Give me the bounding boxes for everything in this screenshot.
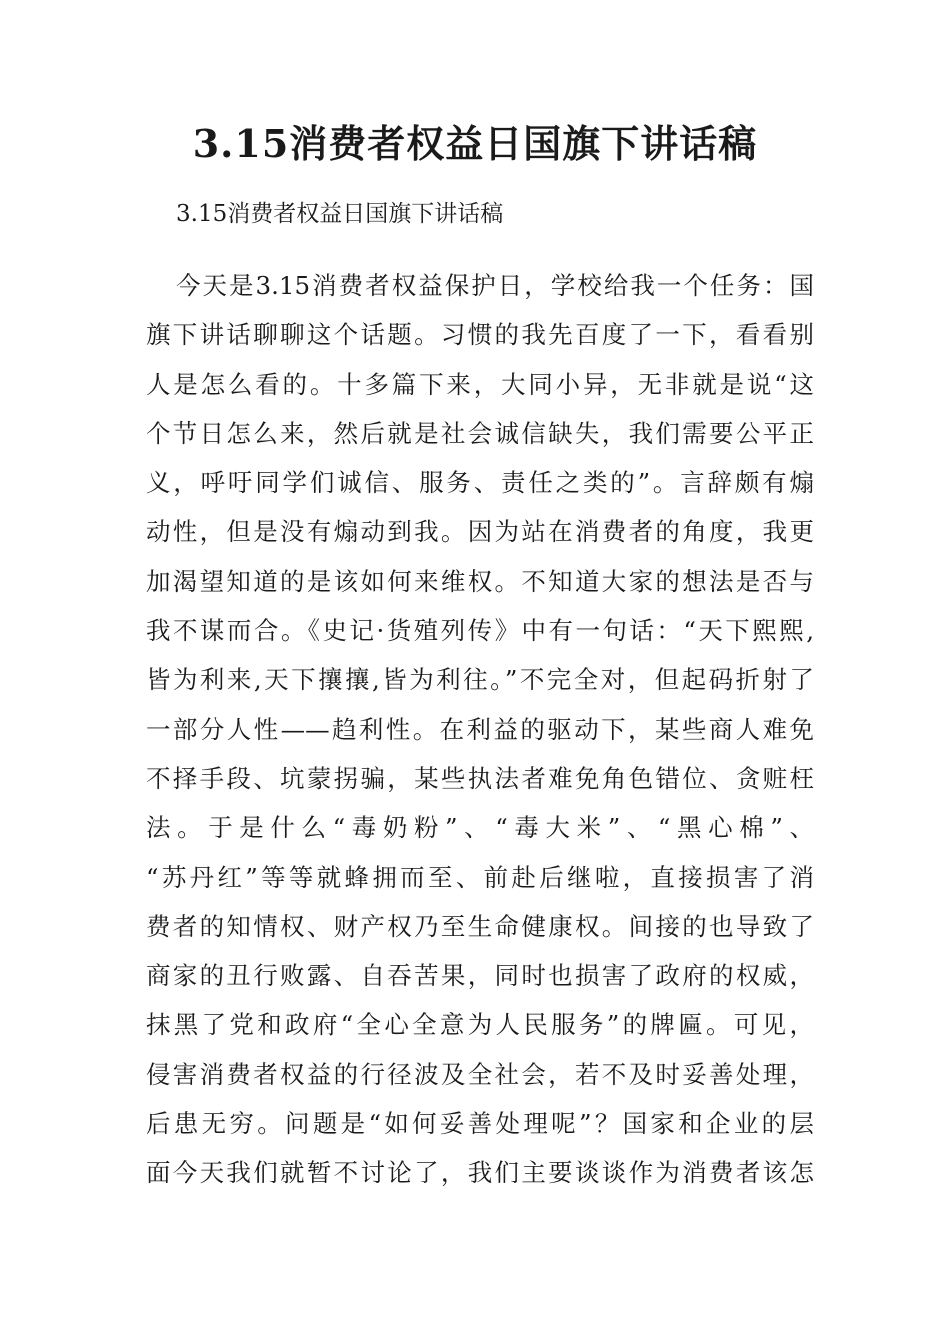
body-line: 一部分人性——趋利性。在利益的驱动下，某些商人难免 (146, 714, 814, 744)
body-line: 法。于是什么“毒奶粉”、“毒大米”、“黑心棉”、 (146, 813, 814, 843)
body-line: 后患无穷。问题是“如何妥善处理呢”？国家和企业的层 (146, 1109, 814, 1139)
body-line: 个节日怎么来，然后就是社会诚信缺失，我们需要公平正 (146, 418, 814, 448)
body-line: 抹黑了党和政府“全心全意为人民服务”的牌匾。可见， (146, 1010, 814, 1040)
body-line: 加渴望知道的是该如何来维权。不知道大家的想法是否与 (146, 566, 814, 596)
body-line: 侵害消费者权益的行径波及全社会，若不及时妥善处理， (146, 1059, 814, 1089)
body-line: 我不谋而合。《史记·货殖列传》中有一句话：“天下熙熙, (146, 616, 814, 646)
document-subtitle: 3.15消费者权益日国旗下讲话稿 (176, 201, 504, 227)
body-paragraph (146, 264, 814, 1201)
document-title: 3.15消费者权益日国旗下讲话稿 (192, 121, 758, 166)
body-line: 动性，但是没有煽动到我。因为站在消费者的角度，我更 (146, 517, 814, 547)
body-line: “苏丹红”等等就蜂拥而至、前赴后继啦，直接损害了消 (146, 862, 814, 892)
body-line: 面今天我们就暂不讨论了，我们主要谈谈作为消费者该怎 (146, 1158, 814, 1188)
body-line: 旗下讲话聊聊这个话题。习惯的我先百度了一下，看看别 (146, 320, 814, 350)
body-line: 不择手段、坑蒙拐骗，某些执法者难免角色错位、贪赃枉 (146, 763, 814, 793)
body-line: 今天是3.15消费者权益保护日，学校给我一个任务：国 (176, 271, 814, 300)
body-line: 人是怎么看的。十多篇下来，大同小异，无非就是说“这 (146, 369, 814, 399)
body-line: 皆为利来,天下攘攘,皆为利往。”不完全对，但起码折射了 (146, 665, 814, 695)
body-line: 商家的丑行败露、自吞苦果，同时也损害了政府的权威， (146, 961, 814, 991)
body-line: 费者的知情权、财产权乃至生命健康权。间接的也导致了 (146, 911, 814, 941)
body-line: 义，呼吁同学们诚信、服务、责任之类的”。言辞颇有煽 (146, 468, 814, 498)
